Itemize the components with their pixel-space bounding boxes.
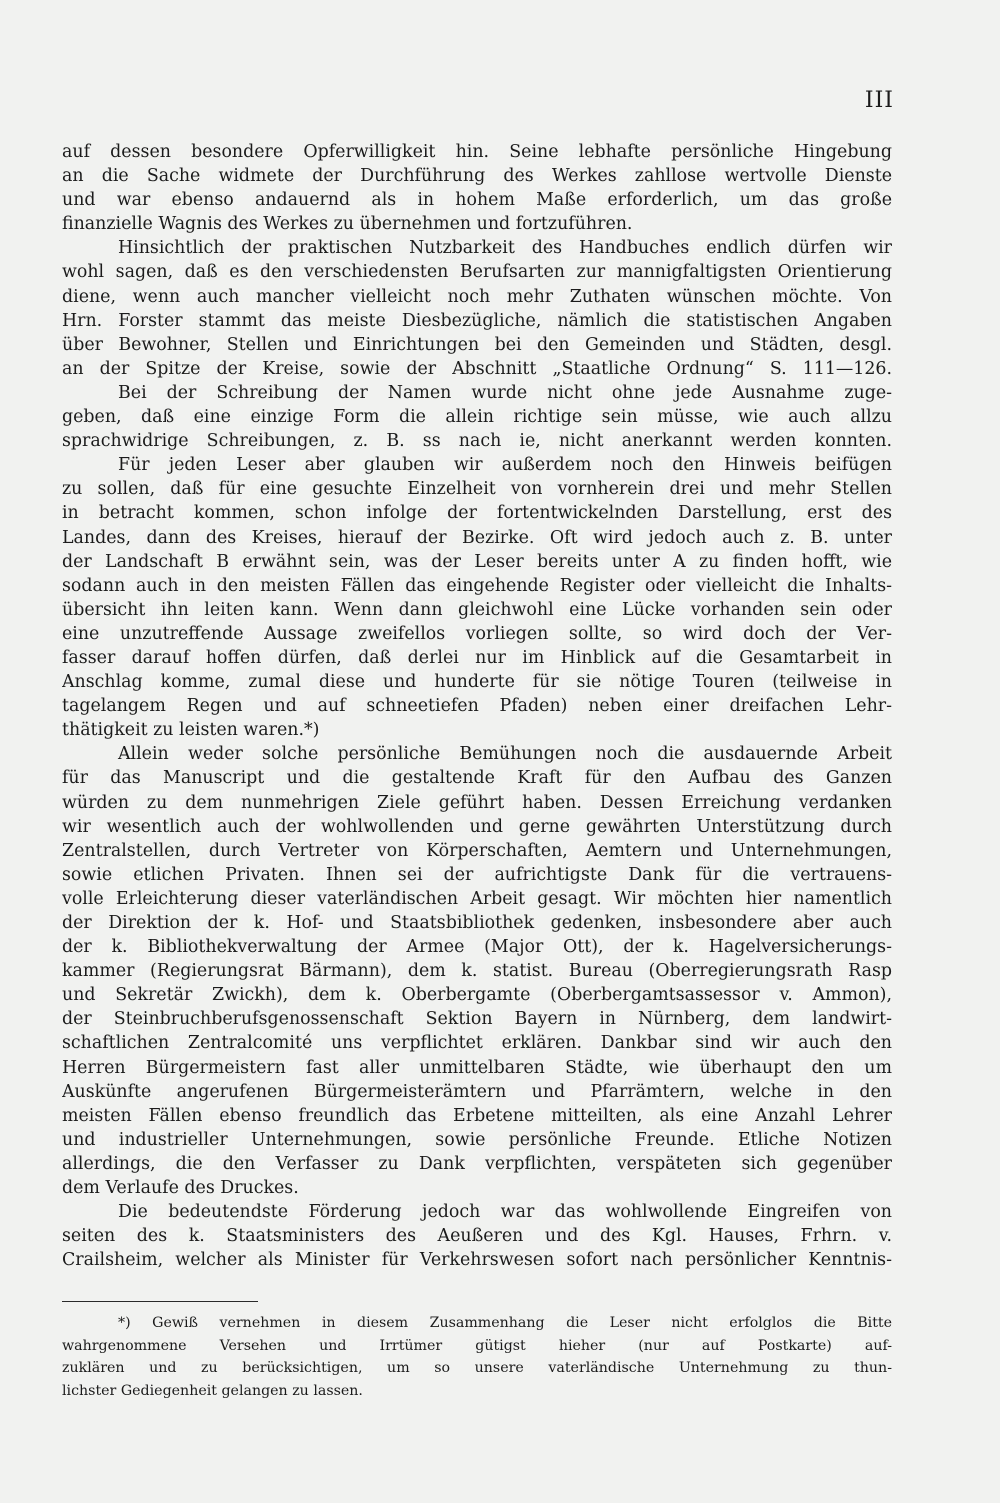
text-line: an die Sache widmete der Durchführung des Werkes zahllose wertvolle Dienste bbox=[62, 166, 892, 187]
text-line: dem Verlaufe des Druckes. bbox=[62, 1178, 299, 1199]
text-line: für das Manuscript und die gestaltende Kraft für den Aufbau des Ganzen bbox=[62, 768, 892, 789]
text-line: der Landschaft B erwähnt sein, was der Leser bereits unter A zu finden hofft, wie bbox=[62, 551, 892, 572]
text-line: sprachwidrige Schreibungen, z. B. ss nach ie, nicht anerkannt werden konnten. bbox=[62, 431, 892, 452]
footnote-line: zuklären und zu berücksichtigen, um so unsere vaterländische Unternehmung zu thun- bbox=[62, 1360, 892, 1376]
text-line: zu sollen, daß für eine gesuchte Einzelheit von vornherein drei und mehr Stellen bbox=[62, 479, 892, 500]
text-line: Bei der Schreibung der Namen wurde nicht ohne jede Ausnahme zuge- bbox=[118, 382, 892, 403]
text-line: wohl sagen, daß es den verschiedensten Berufsarten zur mannigfaltigsten Orientierung bbox=[62, 262, 892, 283]
text-line: Für jeden Leser aber glauben wir außerdem noch den Hinweis beifügen bbox=[118, 455, 892, 476]
text-line: Auskünfte angerufenen Bürgermeisterämtern und Pfarrämtern, welche in den bbox=[62, 1081, 892, 1102]
text-line: über Bewohner, Stellen und Einrichtungen bei den Gemeinden und Städten, desgl. bbox=[62, 334, 892, 355]
footnote bbox=[62, 1312, 892, 1402]
text-line: Die bedeutendste Förderung jedoch war das wohlwollende Eingreifen von bbox=[118, 1202, 892, 1223]
text-line: und industrieller Unternehmungen, sowie persönliche Freunde. Etliche Notizen bbox=[62, 1129, 892, 1150]
text-line: der Direktion der k. Hof- und Staatsbibliothek gedenken, insbesondere aber auch bbox=[62, 913, 892, 933]
text-line: meisten Fällen ebenso freundlich das Erbetene mitteilten, als eine Anzahl Lehrer bbox=[62, 1105, 892, 1126]
text-line: Allein weder solche persönliche Bemühungen noch die ausdauernde Arbeit bbox=[118, 744, 892, 765]
text-line: der Steinbruchberufsgenossenschaft Sektion Bayern in Nürnberg, dem landwirt- bbox=[62, 1009, 892, 1030]
text-line: diene, wenn auch mancher vielleicht noch mehr Zuthaten wünschen möchte. Von bbox=[62, 286, 892, 307]
footnote-line: *) Gewiß vernehmen in diesem Zusammenhang die Leser nicht erfolglos die Bitte bbox=[118, 1315, 892, 1331]
text-line: Hinsichtlich der praktischen Nutzbarkeit des Handbuches endlich dürfen wir bbox=[118, 238, 892, 259]
text-line: Zentralstellen, durch Vertreter von Körperschaften, Aemtern und Unternehmungen, bbox=[62, 840, 892, 861]
text-line: Landes, dann des Kreises, hierauf der Bezirke. Oft wird jedoch auch z. B. unter bbox=[62, 527, 892, 548]
text-line: Anschlag komme, zumal diese und hunderte für sie nötige Touren (teilweise in bbox=[62, 672, 892, 693]
text-line: kammer (Regierungsrat Bärmann), dem k. statist. Bureau (Oberregierungsrath Rasp bbox=[62, 961, 892, 982]
page-number: III bbox=[864, 88, 894, 113]
text-line: tagelangem Regen und auf schneetiefen Pfaden) neben einer dreifachen Lehr- bbox=[62, 696, 892, 717]
text-line: schaftlichen Zentralcomité uns verpflichtet erklären. Dankbar sind wir auch den bbox=[62, 1033, 892, 1054]
text-line: seiten des k. Staatsministers des Aeußeren und des Kgl. Hauses, Frhrn. v. bbox=[62, 1226, 892, 1247]
text-line: Hrn. Forster stammt das meiste Diesbezügliche, nämlich die statistischen Angaben bbox=[62, 310, 892, 331]
text-line: in betracht kommen, schon infolge der fortentwickelnden Darstellung, erst des bbox=[62, 503, 892, 524]
footnote-divider bbox=[62, 1301, 258, 1302]
text-line: volle Erleichterung dieser vaterländischen Arbeit gesagt. Wir möchten hier namentlich bbox=[62, 888, 892, 909]
text-line: sodann auch in den meisten Fällen das eingehende Register oder vielleicht die Inhalts- bbox=[62, 575, 892, 596]
text-line: übersicht ihn leiten kann. Wenn dann gleichwohl eine Lücke vorhanden sein oder bbox=[62, 599, 892, 620]
text-line: und war ebenso andauernd als in hohem Maße erforderlich, um das große bbox=[62, 190, 892, 211]
text-line: auf dessen besondere Opferwilligkeit hin. Seine lebhafte persönliche Hingebung bbox=[62, 142, 892, 162]
text-line: würden zu dem nunmehrigen Ziele geführt haben. Dessen Erreichung verdanken bbox=[62, 792, 892, 813]
text-line: allerdings, die den Verfasser zu Dank verpflichten, verspäteten sich gegenüber bbox=[62, 1153, 892, 1174]
text-line: fasser darauf hoffen dürfen, daß derlei nur im Hinblick auf die Gesamtarbeit in bbox=[62, 647, 892, 668]
text-line: eine unzutreffende Aussage zweifellos vorliegen sollte, so wird doch der Ver- bbox=[62, 623, 892, 644]
text-line: thätigkeit zu leisten waren.*) bbox=[62, 720, 320, 741]
text-line: finanzielle Wagnis des Werkes zu übernehmen und fortzuführen. bbox=[62, 214, 633, 235]
text-line: und Sekretär Zwickh), dem k. Oberbergamte (Oberbergamtsassessor v. Ammon), bbox=[62, 985, 892, 1006]
footnote-line: lichster Gediegenheit gelangen zu lassen. bbox=[62, 1382, 363, 1399]
body-text bbox=[62, 140, 892, 1272]
text-line: Crailsheim, welcher als Minister für Verkehrswesen sofort nach persönlicher Kenntnis- bbox=[62, 1250, 892, 1271]
text-line: wir wesentlich auch der wohlwollenden und gerne gewährten Unterstützung durch bbox=[62, 816, 892, 837]
text-line: an der Spitze der Kreise, sowie der Abschnitt „Staatliche Ordnung“ S. 111—126. bbox=[62, 358, 892, 379]
text-line: sowie etlichen Privaten. Ihnen sei der aufrichtigste Dank für die vertrauens- bbox=[62, 864, 892, 885]
footnote-line: wahrgenommene Versehen und Irrtümer gütigst hieher (nur auf Postkarte) auf- bbox=[62, 1337, 892, 1354]
text-line: geben, daß eine einzige Form die allein richtige sein müsse, wie auch allzu bbox=[62, 407, 892, 428]
text-line: der k. Bibliothekverwaltung der Armee (Major Ott), der k. Hagelversicherungs- bbox=[62, 937, 892, 958]
text-line: Herren Bürgermeistern fast aller unmittelbaren Städte, wie überhaupt den um bbox=[62, 1057, 892, 1078]
